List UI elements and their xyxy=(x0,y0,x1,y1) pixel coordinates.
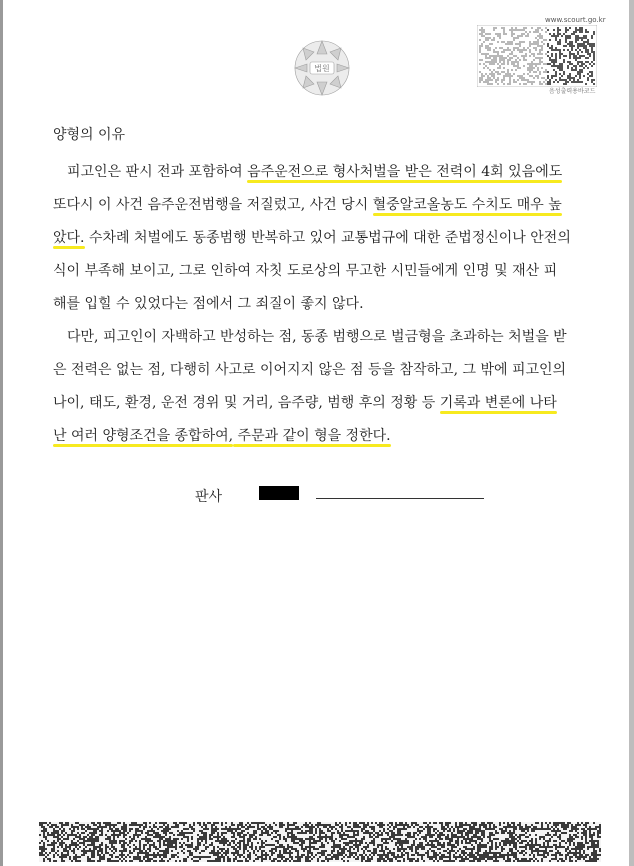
body-line-3 xyxy=(53,227,588,247)
qr-label: 음성출력용바코드 xyxy=(549,88,596,95)
qr-barcode-icon xyxy=(477,25,597,87)
highlighted-text: 기록과 변론에 나타 xyxy=(439,395,557,411)
court-url: www.scourt.go.kr xyxy=(545,16,606,24)
body-line-5 xyxy=(53,293,588,313)
text-segment: 은 전력은 없는 점, 다행히 사고로 이어지지 않은 점 등을 참작하고, 그 밖에 피고인의 xyxy=(53,362,567,378)
body-line-1 xyxy=(53,161,588,181)
text-segment: 나이, 태도, 환경, 운전 경위 및 거리, 음주량, 범행 후의 정황 등 xyxy=(53,395,440,411)
text-segment: 피고인은 판시 전과 포함하여 xyxy=(53,164,248,180)
text-segment: 다만, 피고인이 자백하고 반성하는 점, 동종 범행으로 벌금형을 초과하는 처벌을 받 xyxy=(53,329,567,345)
section-heading: 양형의 이유 xyxy=(53,127,126,143)
body-line-2 xyxy=(53,194,588,214)
svg-text:법원: 법원 xyxy=(314,64,330,73)
text-segment: 식이 부족해 보이고, 그로 인하여 자칫 도로상의 무고한 시민들에게 인명 및 재산 피 xyxy=(53,263,558,279)
highlighted-text: 았다. xyxy=(53,230,85,246)
highlighted-text: 난 여러 양형조건을 종합하여, xyxy=(53,428,234,444)
body-line-8 xyxy=(53,392,588,412)
body-line-9 xyxy=(53,425,588,445)
court-emblem-icon xyxy=(285,38,359,100)
text-segment: 수차례 처벌에도 동종범행 반복하고 있어 교통법규에 대한 준법정신이나 안전의 xyxy=(84,230,571,246)
highlighted-text: 혈중알코올농도 수치도 매우 높 xyxy=(372,197,562,213)
body-line-6 xyxy=(53,326,588,346)
highlighted-text: 주문과 같이 형을 정한다. xyxy=(233,428,391,444)
text-segment: 또다시 이 사건 음주운전범행을 저질렀고, 사건 당시 xyxy=(53,197,373,213)
highlighted-text: 음주운전으로 형사처벌을 받은 전력이 4회 있음에도 xyxy=(247,164,563,180)
document-barcode-icon xyxy=(39,822,601,862)
judge-label: 판사 xyxy=(195,489,223,505)
document-page xyxy=(3,0,629,866)
redacted-name xyxy=(259,486,299,500)
scan-edge-right xyxy=(629,0,634,866)
body-line-4 xyxy=(53,260,588,280)
body-line-7 xyxy=(53,359,588,379)
text-segment: 해를 입힐 수 있었다는 점에서 그 죄질이 좋지 않다. xyxy=(53,296,364,312)
signature-line xyxy=(316,498,484,499)
